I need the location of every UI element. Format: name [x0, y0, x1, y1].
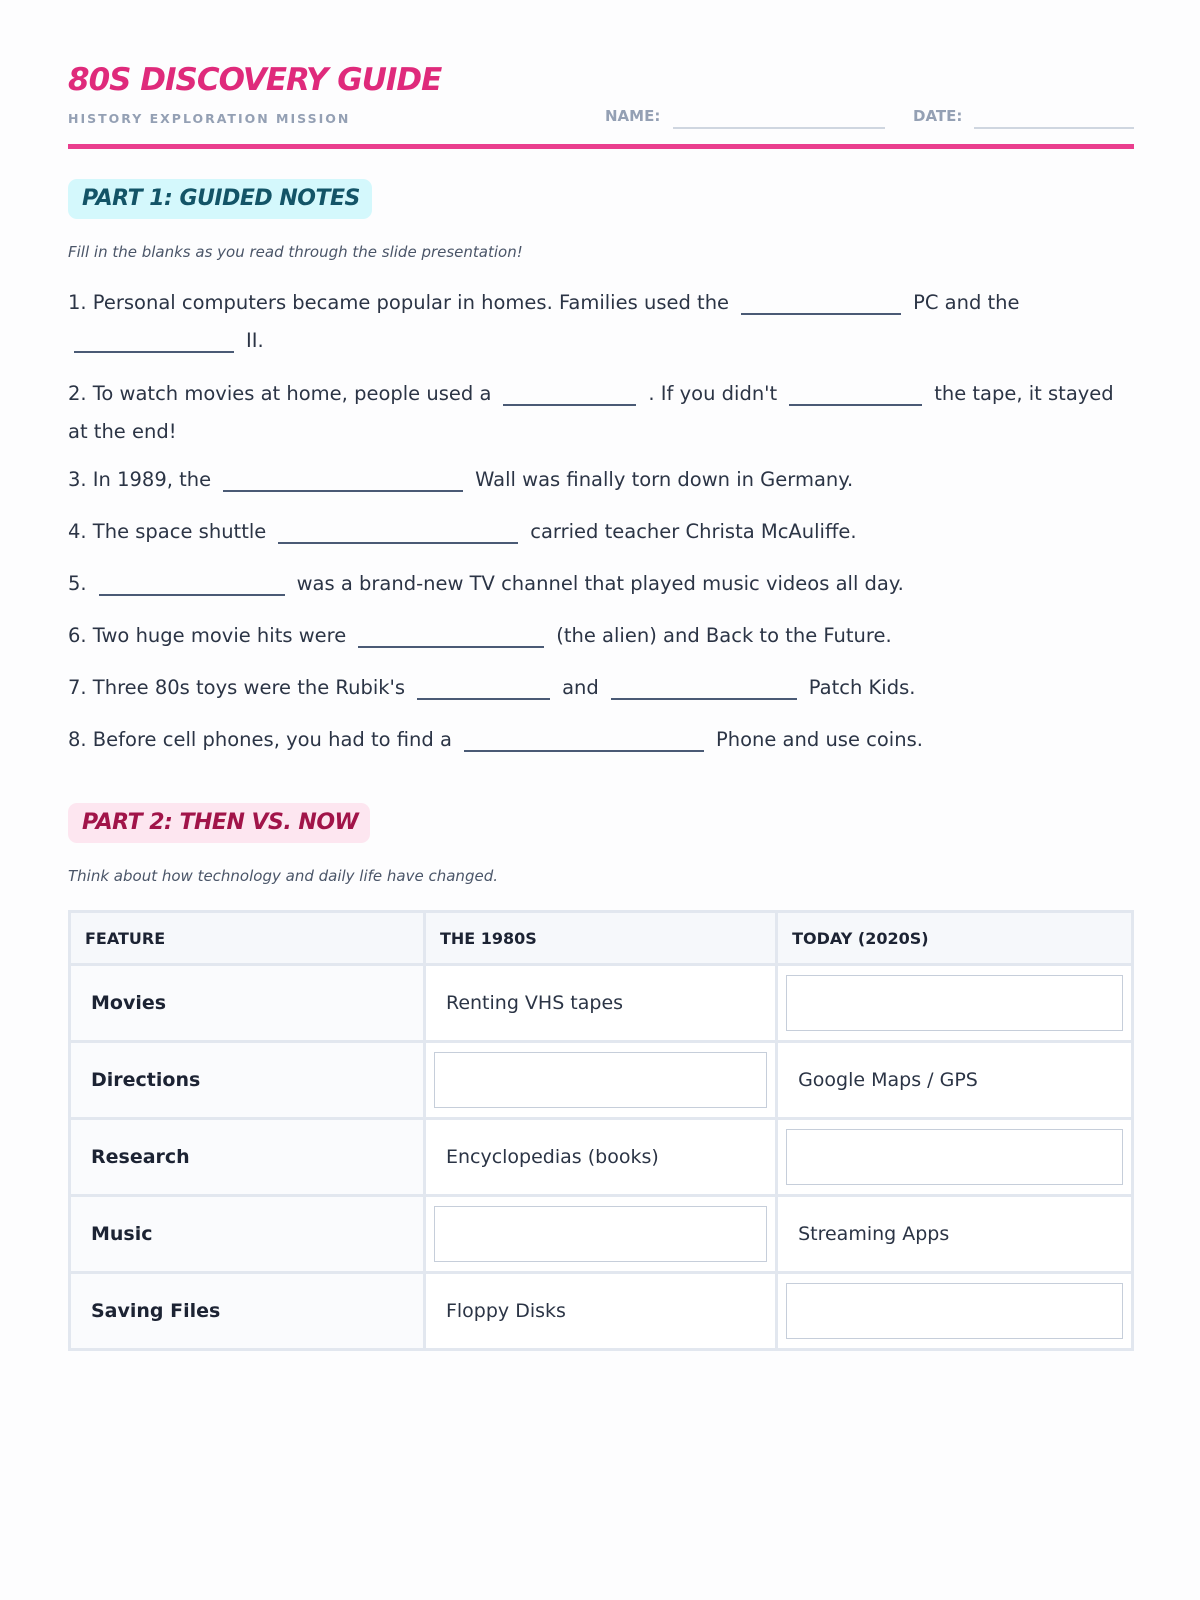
column-header-feature: FEATURE: [70, 912, 425, 965]
question-text: Patch Kids.: [808, 676, 916, 699]
feature-cell: Movies: [70, 965, 425, 1042]
question-text: 3. In 1989, the: [68, 468, 212, 491]
table-header-row: [70, 912, 1133, 965]
now-value: Google Maps / GPS: [798, 1069, 978, 1091]
question-text: 6. Two huge movie hits were: [68, 624, 347, 647]
then-cell: [424, 965, 776, 1042]
part1-heading: PART 1: GUIDED NOTES: [68, 179, 372, 219]
date-field[interactable]: [974, 127, 1134, 129]
then-cell: [424, 1273, 776, 1350]
column-header-1980s: THE 1980S: [424, 912, 776, 965]
answer-blank[interactable]: [503, 380, 636, 406]
answer-blank[interactable]: [223, 466, 463, 492]
question-7: [68, 669, 1134, 707]
answer-blank[interactable]: [417, 674, 550, 700]
answer-blank[interactable]: [464, 726, 704, 752]
then-vs-now-table: [68, 910, 1134, 1351]
then-value: Renting VHS tapes: [445, 992, 624, 1014]
answer-blank[interactable]: [74, 327, 234, 353]
name-field[interactable]: [673, 127, 885, 129]
question-6: [68, 617, 1134, 655]
now-cell: [777, 1119, 1133, 1196]
part2-heading: PART 2: THEN VS. NOW: [68, 803, 370, 843]
header-divider: [68, 144, 1134, 149]
question-text: Wall was finally torn down in Germany.: [475, 468, 854, 491]
table-row: [70, 1273, 1133, 1350]
feature-cell: Music: [70, 1196, 425, 1273]
question-text: 2. To watch movies at home, people used a: [68, 382, 492, 405]
part1-instructions: Fill in the blanks as you read through the slide presentation!: [68, 243, 523, 261]
question-text: PC and the: [913, 291, 1020, 314]
name-label: NAME:: [605, 107, 661, 125]
date-label: DATE:: [913, 107, 963, 125]
question-text: 8. Before cell phones, you had to find a: [68, 728, 452, 751]
question-2: [68, 375, 1134, 451]
feature-cell: Research: [70, 1119, 425, 1196]
part2-instructions: Think about how technology and daily life have changed.: [68, 867, 498, 885]
table-row: [70, 1042, 1133, 1119]
now-cell: [777, 1273, 1133, 1350]
answer-box[interactable]: [786, 975, 1123, 1031]
feature-cell: Directions: [70, 1042, 425, 1119]
question-3: [68, 461, 1134, 499]
question-text: 5.: [68, 572, 87, 595]
then-cell: [424, 1042, 776, 1119]
question-8: [68, 721, 1134, 759]
table-row: [70, 1196, 1133, 1273]
answer-blank[interactable]: [741, 289, 901, 315]
question-4: [68, 513, 1134, 551]
then-cell: [424, 1119, 776, 1196]
now-cell: [777, 965, 1133, 1042]
question-text: and: [562, 676, 599, 699]
table-row: [70, 965, 1133, 1042]
answer-blank[interactable]: [789, 380, 922, 406]
column-header-today: TODAY (2020S): [777, 912, 1133, 965]
question-text: was a brand-new TV channel that played music videos all day.: [296, 572, 904, 595]
now-value: Streaming Apps: [798, 1223, 950, 1245]
question-text: the tape, it stayed at the end!: [68, 382, 1114, 443]
then-value: Floppy Disks: [445, 1300, 566, 1322]
answer-blank[interactable]: [358, 622, 544, 648]
answer-blank[interactable]: [278, 518, 518, 544]
now-cell: [777, 1042, 1133, 1119]
answer-box[interactable]: [786, 1129, 1123, 1185]
answer-box[interactable]: [434, 1206, 767, 1262]
question-text: II.: [246, 329, 264, 352]
page-title: 80S DISCOVERY GUIDE: [68, 62, 442, 98]
page-subtitle: HISTORY EXPLORATION MISSION: [68, 111, 351, 126]
feature-cell: Saving Files: [70, 1273, 425, 1350]
question-text: carried teacher Christa McAuliffe.: [530, 520, 857, 543]
question-text: 4. The space shuttle: [68, 520, 267, 543]
answer-box[interactable]: [786, 1283, 1123, 1339]
question-1: [68, 284, 1134, 360]
question-text: (the alien) and Back to the Future.: [556, 624, 892, 647]
question-5: [68, 565, 1134, 603]
answer-box[interactable]: [434, 1052, 767, 1108]
then-value: Encyclopedias (books): [445, 1146, 659, 1168]
question-text: . If you didn't: [648, 382, 778, 405]
then-cell: [424, 1196, 776, 1273]
table-row: [70, 1119, 1133, 1196]
answer-blank[interactable]: [99, 570, 285, 596]
now-cell: [777, 1196, 1133, 1273]
question-text: 7. Three 80s toys were the Rubik's: [68, 676, 406, 699]
question-text: 1. Personal computers became popular in homes. Families used the: [68, 291, 730, 314]
question-text: Phone and use coins.: [715, 728, 923, 751]
answer-blank[interactable]: [611, 674, 797, 700]
